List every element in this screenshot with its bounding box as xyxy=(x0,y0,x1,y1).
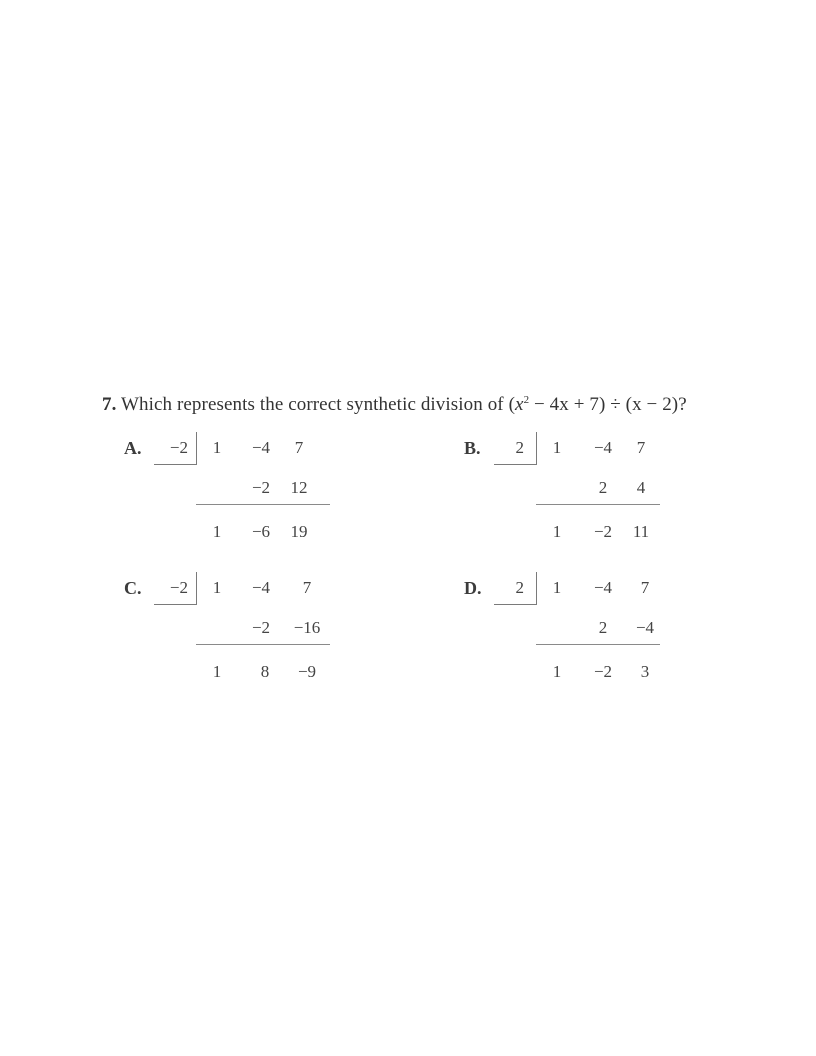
sum-line xyxy=(196,504,330,505)
option-letter: D. xyxy=(464,578,482,598)
option-b[interactable] xyxy=(464,438,694,548)
question-text-after: − 4x + 7) ÷ (x − 2)? xyxy=(529,394,687,415)
result: 1 xyxy=(212,522,222,541)
option-a[interactable] xyxy=(124,438,354,548)
result: 1 xyxy=(212,662,222,681)
result: −2 xyxy=(593,522,613,541)
coefficient: −4 xyxy=(251,578,271,597)
divisor-value: −2 xyxy=(169,578,188,597)
result: −2 xyxy=(593,662,613,681)
coefficient: 1 xyxy=(552,438,562,457)
question-number: 7. xyxy=(102,394,117,415)
sum-line xyxy=(196,644,330,645)
result: −9 xyxy=(297,662,317,681)
result: 11 xyxy=(632,522,650,541)
question-variable: x xyxy=(515,394,524,415)
option-letter: B. xyxy=(464,438,481,458)
result: 1 xyxy=(552,662,562,681)
product: 2 xyxy=(598,478,608,497)
coefficient: 1 xyxy=(552,578,562,597)
question-exponent: 2 xyxy=(523,394,530,406)
result: −6 xyxy=(251,522,271,541)
option-c[interactable] xyxy=(124,578,354,688)
sum-line xyxy=(536,504,660,505)
question-text-before: Which represents the correct synthetic division of ( xyxy=(120,394,516,415)
divisor-value: 2 xyxy=(515,578,524,597)
product: 4 xyxy=(636,478,646,497)
coefficient: −4 xyxy=(251,438,271,457)
option-letter: A. xyxy=(124,438,142,458)
product: −16 xyxy=(293,618,321,637)
coefficient: 7 xyxy=(640,578,650,597)
coefficient: −4 xyxy=(593,438,613,457)
result: 8 xyxy=(260,662,270,681)
option-d[interactable] xyxy=(464,578,694,688)
sum-line xyxy=(536,644,660,645)
coefficient: 7 xyxy=(636,438,646,457)
coefficient: −4 xyxy=(593,578,613,597)
result: 19 xyxy=(290,522,308,541)
option-letter: C. xyxy=(124,578,142,598)
coefficient: 1 xyxy=(212,438,222,457)
result: 3 xyxy=(640,662,650,681)
result: 1 xyxy=(552,522,562,541)
coefficient: 7 xyxy=(294,438,304,457)
product: −2 xyxy=(251,478,271,497)
product: 2 xyxy=(598,618,608,637)
coefficient: 1 xyxy=(212,578,222,597)
divisor-value: 2 xyxy=(515,438,524,457)
coefficient: 7 xyxy=(302,578,312,597)
product: −2 xyxy=(251,618,271,637)
product: −4 xyxy=(635,618,655,637)
question-text xyxy=(102,394,687,416)
divisor-value: −2 xyxy=(169,438,188,457)
product: 12 xyxy=(290,478,308,497)
